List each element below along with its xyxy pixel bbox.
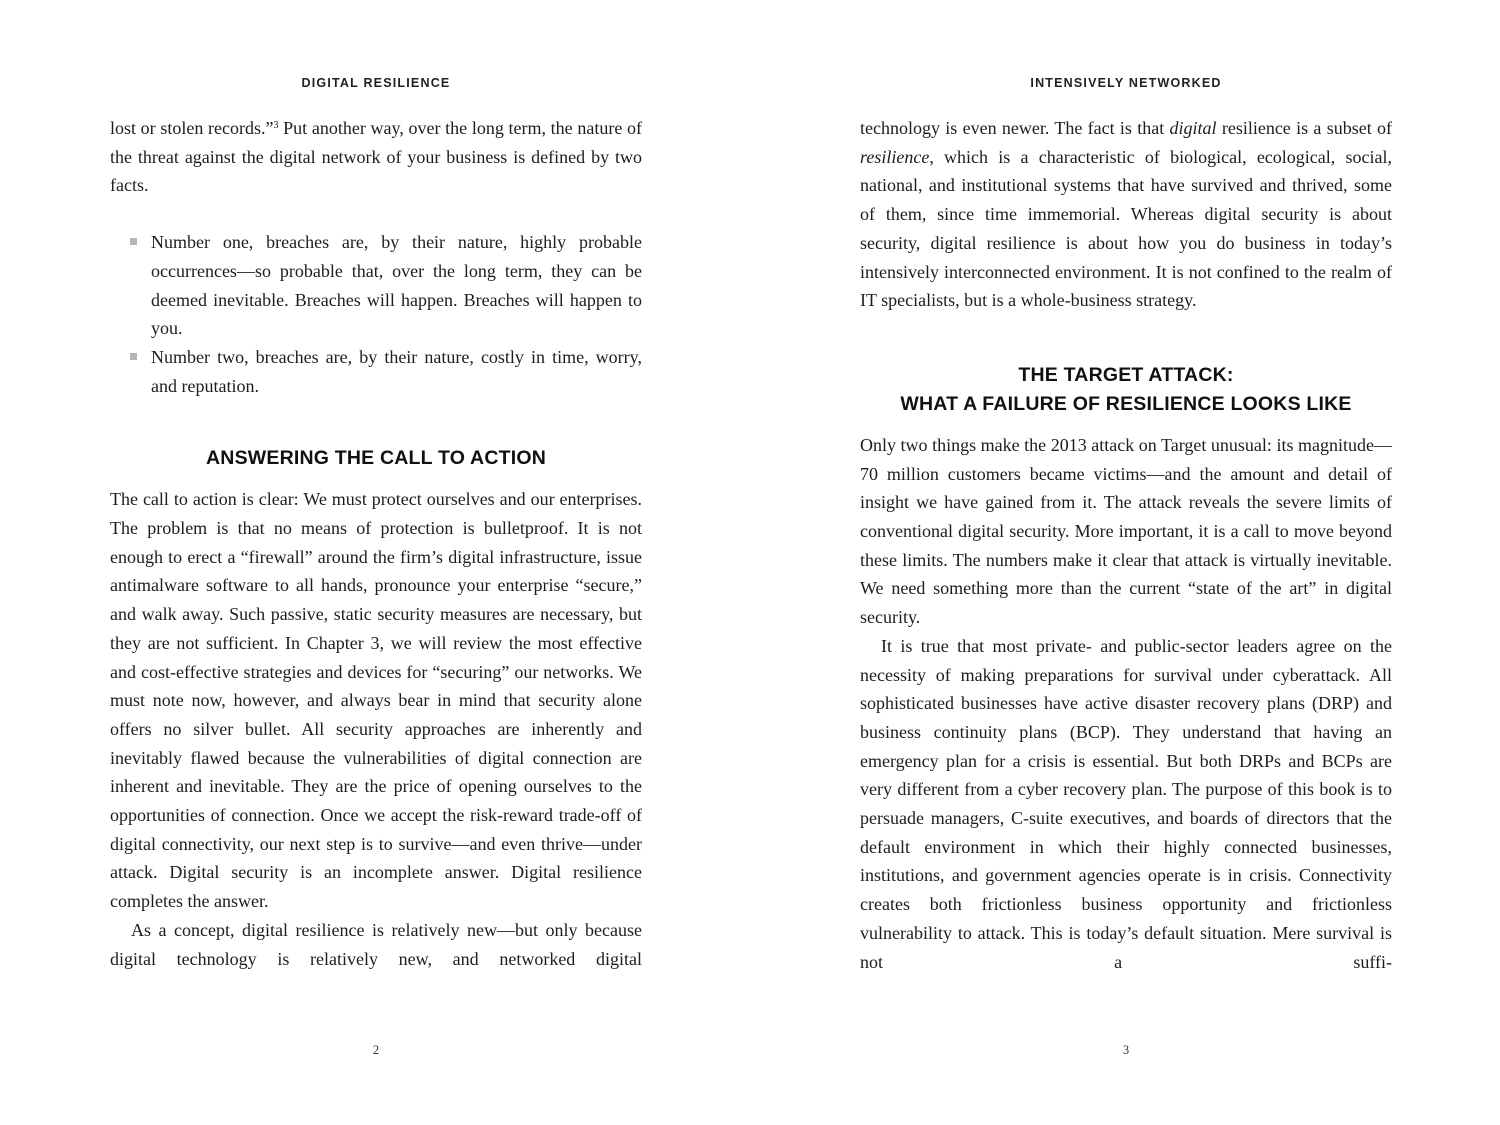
right-page: [750, 0, 1500, 1125]
opening-emphasis-digital: digital: [1169, 118, 1217, 138]
running-head-right: INTENSIVELY NETWORKED: [1030, 76, 1222, 90]
square-bullet-icon: [130, 353, 137, 360]
page-number: 2: [372, 1043, 380, 1057]
running-head-left: DIGITAL RESILIENCE: [301, 76, 451, 90]
section-heading-line-2: WHAT A FAILURE OF RESILIENCE LOOKS LIKE: [900, 392, 1352, 415]
list-item-text: Number one, breaches are, by their nature, highly probable occurrences—so probable that, over the long term, they can be deemed inevitable. Breaches will happen. Breaches will happen to you.: [151, 232, 642, 339]
page-number: 3: [1122, 1043, 1130, 1057]
opening-text-a: technology is even newer. The fact is that: [860, 118, 1170, 138]
intro-text-a: lost or stolen records.”: [110, 118, 274, 138]
opening-paragraph: [860, 114, 1392, 315]
square-bullet-icon: [130, 238, 137, 245]
opening-text-b: resilience is a subset of: [1216, 118, 1392, 138]
section-heading: ANSWERING THE CALL TO ACTION: [206, 447, 546, 470]
list-item: [151, 228, 642, 343]
right-page-body: [860, 114, 1392, 976]
list-item: [151, 343, 642, 400]
section-heading-line-1: THE TARGET ATTACK:: [1018, 363, 1234, 386]
left-page-body: [110, 114, 642, 973]
bullet-list: [110, 228, 642, 400]
body-paragraph: The call to action is clear: We must protect ourselves and our enterprises. The problem is that no means of protection is bulletproof. It is not enough to erect a “firewall” around the firm’s digital infrastructure, issue antimalware software to all hands, pronounce your enterprise “secure,” and walk away. Such passive, static security measures are necessary, but they are not sufficient. In Chapter 3, we will review the most effective and cost-effective strategies and devices for “securing” our networks. We must note now, however, and always bear in mind that security alone offers no silver bullet. All security approaches are inherently and inevitably flawed because the vulnerabilities of digital connection are inherent and inevitable. They are the price of opening ourselves to the opportunities of connection. Once we accept the risk-reward trade-off of digital connectivity, our next step is to survive—and even thrive—under attack. Digital security is an incomplete answer. Digital resilience completes the answer.: [110, 489, 642, 912]
opening-text-c: , which is a characteristic of biological, ecological, social, national, and institutional systems that have survived and thrived, some of them, since time immemorial. Whereas digital security is about security, digital resilience is about how you do business in today’s intensively interconnected environment. It is not confined to the realm of IT specialists, but is a whole-business strategy.: [860, 146, 1392, 311]
list-item-text: Number two, breaches are, by their nature, costly in time, worry, and reputation.: [151, 346, 642, 396]
opening-emphasis-resilience: resilience: [860, 146, 930, 167]
body-paragraph: It is true that most private- and public-sector leaders agree on the necessity of making preparations for survival under cyberattack. All sophisticated businesses have active disaster recovery plans (DRP) and business continuity plans (BCP). They understand that having an emergency plan for a crisis is essential. But both DRPs and BCPs are very different from a cyber recovery plan. The purpose of this book is to persuade managers, C-suite executives, and boards of directors that the default environment in which their highly connected businesses, institutions, and government agencies operate is in crisis. Connectivity creates both frictionless business opportunity and frictionless vulnerability to attack. This is today’s default situation. Mere survival is not a suffi-: [860, 635, 1392, 972]
footnote-reference: 3: [273, 120, 279, 131]
intro-text-b: Put another way, over the long term, the nature of the threat against the digital network of your business is defined by two facts.: [110, 118, 642, 196]
body-paragraph: As a concept, digital resilience is relatively new—but only because digital technology is relatively new, and networked digital: [110, 919, 642, 969]
section-heading: [860, 361, 1392, 419]
body-paragraph: Only two things make the 2013 attack on Target unusual: its magnitude—70 million customers became victims—and the amount and detail of insight we have gained from it. The attack reveals the severe limits of conventional digital security. More important, it is a call to move beyond these limits. The numbers make it clear that attack is virtually inevitable. We need something more than the current “state of the art” in digital security.: [860, 434, 1392, 628]
intro-paragraph: [110, 114, 642, 200]
